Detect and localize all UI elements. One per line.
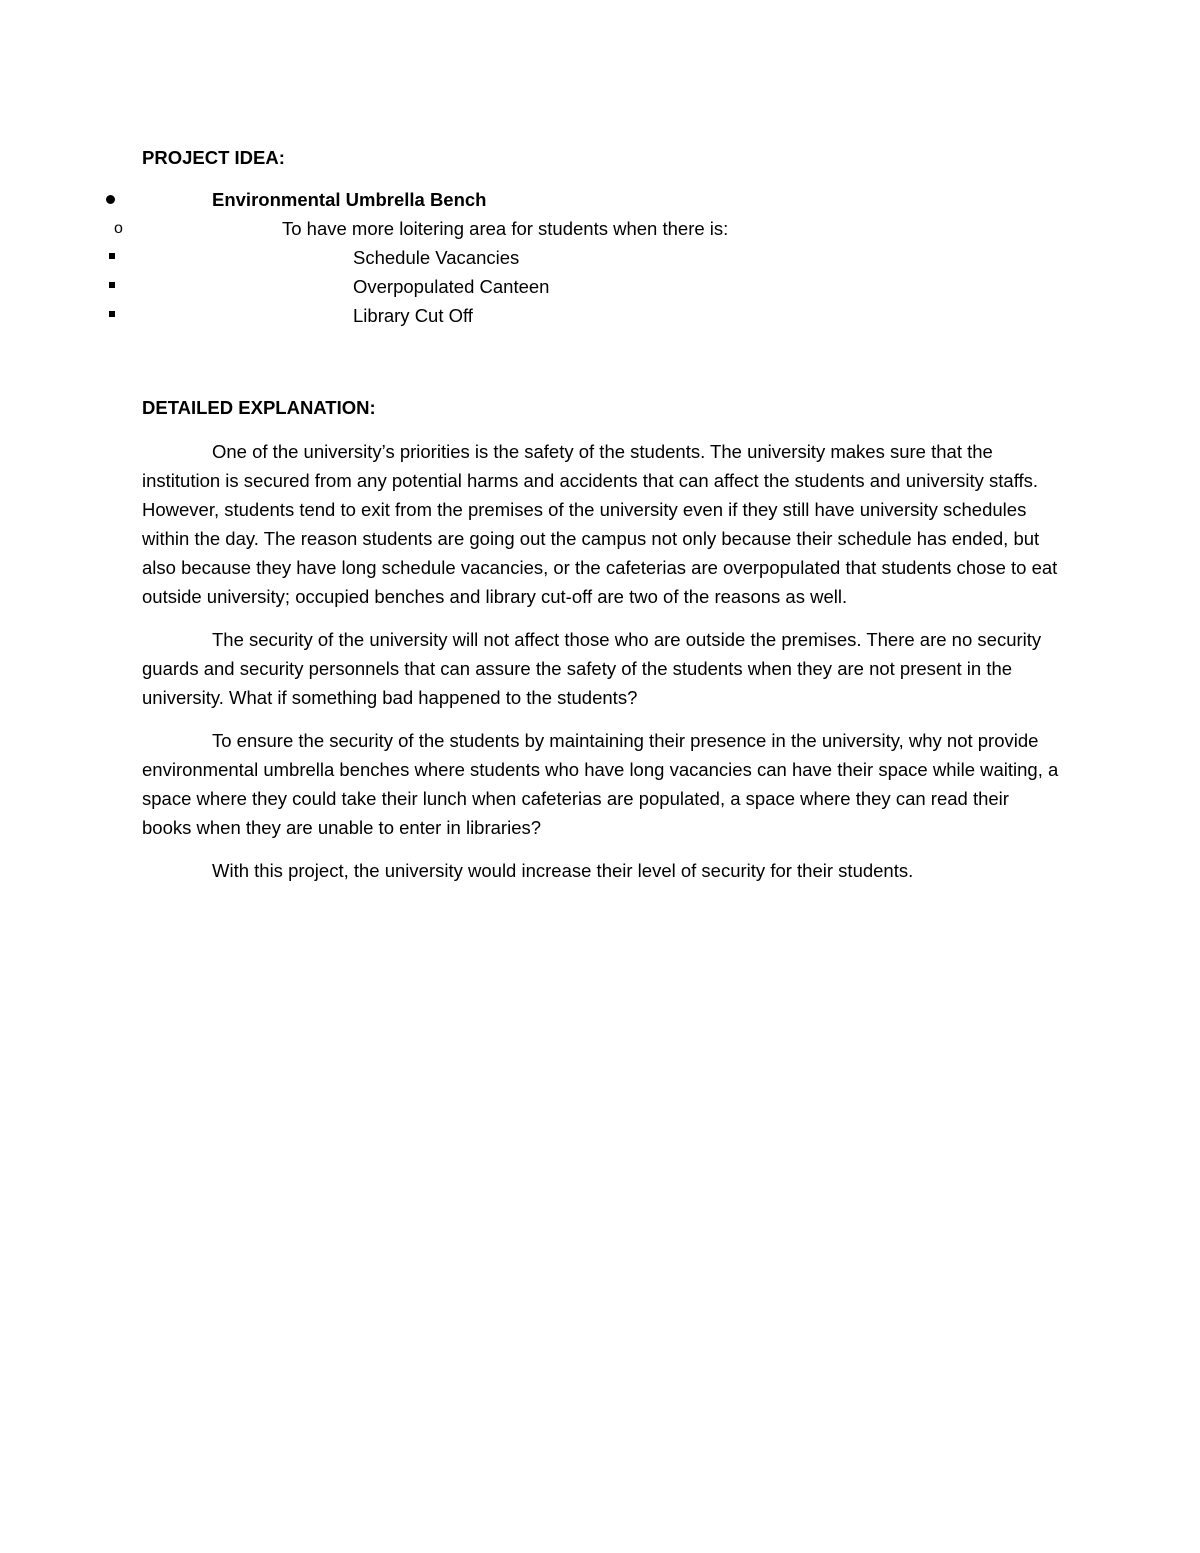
- square-bullet-icon: [109, 272, 123, 301]
- square-bullet-icon: [109, 243, 123, 272]
- list-item-reason: [142, 301, 1062, 330]
- paragraph: One of the university’s priorities is the safety of the students. The university makes sure that the institution is secured from any potential harms and accidents that can affect the students and university staffs. However, students tend to exit from the premises of the university even if they still have university schedules within the day. The reason students are going out the campus not only because their schedule has ended, but also because they have long schedule vacancies, or the cafeterias are overpopulated that students chose to eat outside university; occupied benches and library cut-off are two of the reasons as well.: [142, 441, 1058, 607]
- detailed-explanation-heading: DETAILED EXPLANATION:: [142, 397, 376, 418]
- reason-text: Library Cut Off: [353, 305, 473, 326]
- paragraph: With this project, the university would increase their level of security for their students.: [212, 860, 914, 881]
- reason-text: Overpopulated Canteen: [353, 276, 550, 297]
- list-item-reason: [142, 272, 1062, 301]
- project-idea-heading: PROJECT IDEA:: [142, 147, 285, 168]
- paragraph: To ensure the security of the students by maintaining their presence in the university, why not provide environmental umbrella benches where students who have long vacancies can have their space while waiting, a space where they could take their lunch when cafeterias are populated, a space where they can read their books when they are unable to enter in libraries?: [142, 730, 1059, 838]
- project-idea-list: [114, 185, 1062, 330]
- purpose-text: To have more loitering area for students when there is:: [282, 218, 729, 239]
- project-title: Environmental Umbrella Bench: [212, 189, 487, 210]
- paragraph: The security of the university will not affect those who are outside the premises. There are no security guards and security personnels that can assure the safety of the students when they are not present in the university. What if something bad happened to the students?: [142, 629, 1042, 708]
- reason-text: Schedule Vacancies: [353, 247, 520, 268]
- square-bullet-icon: [109, 301, 123, 330]
- circle-bullet-icon: o: [114, 220, 123, 237]
- document-body: [114, 143, 1062, 885]
- list-item-reason: [142, 243, 1062, 272]
- list-item-purpose: [114, 214, 1062, 243]
- bullet-dot-icon: [106, 185, 120, 214]
- list-item-project-title: [142, 185, 1062, 214]
